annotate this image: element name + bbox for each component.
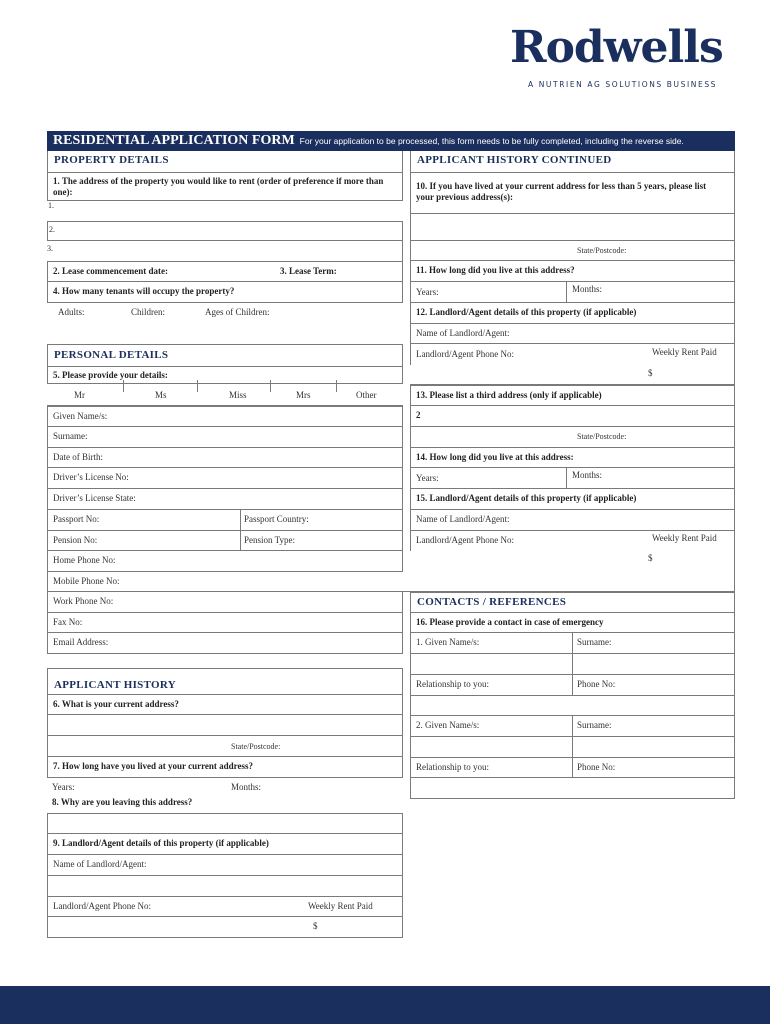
q14-label: 14. How long did you live at this address: (416, 452, 574, 462)
q15-row (410, 489, 735, 510)
q7-label: 7. How long have you lived at your current address? (53, 761, 254, 771)
q14-row (410, 448, 735, 468)
rent-amount-row[interactable] (47, 917, 403, 938)
tenant-counts-row[interactable] (47, 303, 403, 323)
q12-dollar-sign: $ (648, 368, 653, 378)
license-row[interactable] (47, 468, 403, 489)
given-name-label: Given Name/s: (53, 411, 108, 421)
rodwells-logo (510, 22, 725, 94)
leaving-reason-row[interactable] (47, 813, 403, 834)
q11-years-label: Years: (416, 287, 439, 297)
duration-divider (566, 468, 567, 489)
q15-phone-label: Landlord/Agent Phone No: (416, 535, 514, 545)
form-title-note: For your application to be processed, this form needs to be fully completed, including the reverse side. (299, 136, 684, 146)
q11-duration-row[interactable] (410, 282, 735, 303)
applicant-history-heading: APPLICANT HISTORY (54, 679, 176, 691)
address-1-row[interactable] (47, 201, 403, 221)
q5-row (47, 366, 403, 384)
q16-label: 16. Please provide a contact in case of emergency (416, 617, 604, 627)
q12-label: 12. Landlord/Agent details of this property (if applicable) (416, 307, 637, 317)
logo-wordmark: Rodwells (510, 22, 723, 73)
title-divider (336, 380, 337, 392)
personal-details-header (47, 344, 403, 366)
property-details-heading: PROPERTY DETAILS (54, 154, 169, 166)
given-name-row[interactable] (47, 406, 403, 427)
home-phone-label: Home Phone No: (53, 555, 116, 565)
children-label: Children: (131, 307, 165, 317)
work-phone-label: Work Phone No: (53, 596, 114, 606)
q7-row (47, 757, 403, 778)
license-label: Driver’s License No: (53, 472, 129, 482)
q9-row (47, 834, 403, 855)
q5-label: 5. Please provide your details: (53, 370, 168, 380)
passport-row[interactable] (47, 510, 403, 531)
dob-label: Date of Birth: (53, 452, 103, 462)
title-divider (123, 380, 124, 392)
third-address-number: 2 (416, 410, 421, 420)
q1-label: 1. The address of the property you would like to rent (order of preference if more than one): (53, 176, 384, 197)
contact-2-divider (572, 716, 573, 778)
landlord-phone-row[interactable] (47, 897, 403, 917)
applicant-history-header (47, 668, 403, 695)
q15-label: 15. Landlord/Agent details of this property (if applicable) (416, 493, 637, 503)
title-divider (270, 380, 271, 392)
fax-label: Fax No: (53, 617, 83, 627)
fax-row[interactable] (47, 613, 403, 633)
address-1-number: 1. (48, 201, 54, 210)
rent-dollar-sign: $ (313, 921, 318, 931)
q14-years-label: Years: (416, 473, 439, 483)
address-3-number: 3. (47, 244, 53, 253)
history-continued-heading: APPLICANT HISTORY CONTINUED (417, 154, 612, 166)
ages-label: Ages of Children: (205, 307, 270, 317)
title-mrs[interactable]: Mrs (296, 390, 311, 400)
mobile-phone-label: Mobile Phone No: (53, 576, 120, 586)
contact-2-surname-label: Surname: (577, 720, 612, 730)
title-divider (197, 380, 198, 392)
q14-duration-row[interactable] (410, 468, 735, 489)
q10-label: 10. If you have lived at your current address for less than 5 years, please list your previous address(s): (416, 181, 707, 202)
q1-row[interactable] (47, 172, 403, 201)
q13-label: 13. Please list a third address (only if applicable) (416, 390, 602, 400)
email-row[interactable] (47, 633, 403, 654)
address-2-number: 2. (49, 225, 55, 234)
home-phone-row[interactable] (47, 551, 403, 572)
license-state-label: Driver’s License State: (53, 493, 136, 503)
contact-1-relationship-label: Relationship to you: (416, 679, 489, 689)
personal-details-heading: PERSONAL DETAILS (54, 349, 169, 361)
q15-dollar-sign: $ (648, 553, 653, 563)
prev-state-postcode-label: State/Postcode: (577, 246, 627, 255)
contact-2-given-label: 2. Given Name/s: (416, 720, 480, 730)
contact-2-blank-row-2[interactable] (410, 778, 735, 799)
state-postcode-label: State/Postcode: (231, 742, 281, 751)
contact-1-given-label: 1. Given Name/s: (416, 637, 480, 647)
q15-rent-label: Weekly Rent Paid (652, 533, 717, 543)
current-address-row-1[interactable] (47, 715, 403, 736)
q14-months-label: Months: (572, 470, 603, 480)
history-continued-header (410, 151, 735, 172)
weekly-rent-label: Weekly Rent Paid (308, 901, 373, 911)
previous-address-row-1[interactable] (410, 214, 735, 241)
contact-1-blank-row-2[interactable] (410, 696, 735, 716)
q12-phone-row[interactable] (410, 344, 735, 365)
dob-row[interactable] (47, 448, 403, 468)
q8-row (47, 793, 403, 813)
q16-row (410, 613, 735, 633)
previous-address-row-2[interactable] (410, 241, 735, 261)
lease-commencement-label: 2. Lease commencement date: (53, 266, 168, 276)
third-address-row-1[interactable] (410, 406, 735, 427)
landlord-phone-label: Landlord/Agent Phone No: (53, 901, 151, 911)
q15-phone-row[interactable] (410, 531, 735, 551)
q9-label: 9. Landlord/Agent details of this property (if applicable) (53, 838, 269, 848)
tenants-row[interactable] (47, 282, 403, 303)
q11-label: 11. How long did you live at this address? (416, 265, 575, 275)
q12-landlord-label: Name of Landlord/Agent: (416, 328, 510, 338)
q12-phone-label: Landlord/Agent Phone No: (416, 349, 514, 359)
title-ms[interactable]: Ms (155, 390, 167, 400)
surname-label: Surname: (53, 431, 88, 441)
q12-rent-row[interactable] (410, 365, 735, 385)
landlord-name-row-2[interactable] (47, 876, 403, 897)
q8-label: 8. Why are you leaving this address? (52, 797, 193, 807)
current-address-row-2[interactable] (47, 736, 403, 757)
address-2-row[interactable] (47, 221, 403, 241)
pension-type-label: Pension Type: (244, 535, 295, 545)
property-details-header (47, 151, 403, 172)
third-state-postcode-label: State/Postcode: (577, 432, 627, 441)
email-label: Email Address: (53, 637, 109, 647)
surname-row[interactable] (47, 427, 403, 448)
contact-1-divider (572, 633, 573, 696)
q12-row (410, 303, 735, 324)
lease-row[interactable] (47, 261, 403, 282)
title-other[interactable]: Other (356, 390, 377, 400)
contacts-header (410, 592, 735, 613)
passport-country-label: Passport Country: (244, 514, 309, 524)
title-mr[interactable]: Mr (74, 390, 85, 400)
adults-label: Adults: (58, 307, 85, 317)
contact-1-phone-label: Phone No: (577, 679, 616, 689)
q15-landlord-row[interactable] (410, 510, 735, 531)
footer-bar (0, 986, 770, 1024)
q11-row (410, 261, 735, 282)
years-label: Years: (52, 782, 75, 792)
q11-months-label: Months: (572, 284, 603, 294)
tenants-label: 4. How many tenants will occupy the property? (53, 286, 235, 296)
q13-row (410, 385, 735, 406)
duration-divider (566, 282, 567, 303)
pension-row[interactable] (47, 531, 403, 551)
landlord-name-row[interactable] (47, 855, 403, 876)
logo-tagline: A NUTRIEN AG SOLUTIONS BUSINESS (528, 80, 718, 89)
q15-rent-row[interactable] (410, 551, 735, 572)
address-3-row[interactable] (47, 241, 403, 261)
q6-row (47, 695, 403, 715)
contact-2-phone-label: Phone No: (577, 762, 616, 772)
q6-label: 6. What is your current address? (53, 699, 179, 709)
contact-1-surname-label: Surname: (577, 637, 612, 647)
months-label: Months: (231, 782, 262, 792)
title-miss[interactable]: Miss (229, 390, 247, 400)
contact-2-relationship-label: Relationship to you: (416, 762, 489, 772)
title-options-row[interactable] (47, 384, 403, 406)
form-title: RESIDENTIAL APPLICATION FORM (53, 133, 295, 148)
license-state-row[interactable] (47, 489, 403, 510)
q10-row (410, 172, 735, 214)
q12-rent-label: Weekly Rent Paid (652, 347, 717, 357)
form-title-bar (47, 131, 735, 151)
q15-landlord-label: Name of Landlord/Agent: (416, 514, 510, 524)
landlord-name-label: Name of Landlord/Agent: (53, 859, 147, 869)
work-phone-row[interactable] (47, 592, 403, 613)
passport-label: Passport No: (53, 514, 100, 524)
q12-landlord-row[interactable] (410, 324, 735, 344)
mobile-phone-row[interactable] (47, 572, 735, 592)
third-address-row-2[interactable] (410, 427, 735, 448)
contacts-heading: CONTACTS / REFERENCES (417, 596, 567, 608)
passport-divider (240, 510, 241, 551)
pension-label: Pension No: (53, 535, 98, 545)
duration-row[interactable] (47, 778, 403, 793)
lease-term-label: 3. Lease Term: (280, 266, 337, 276)
